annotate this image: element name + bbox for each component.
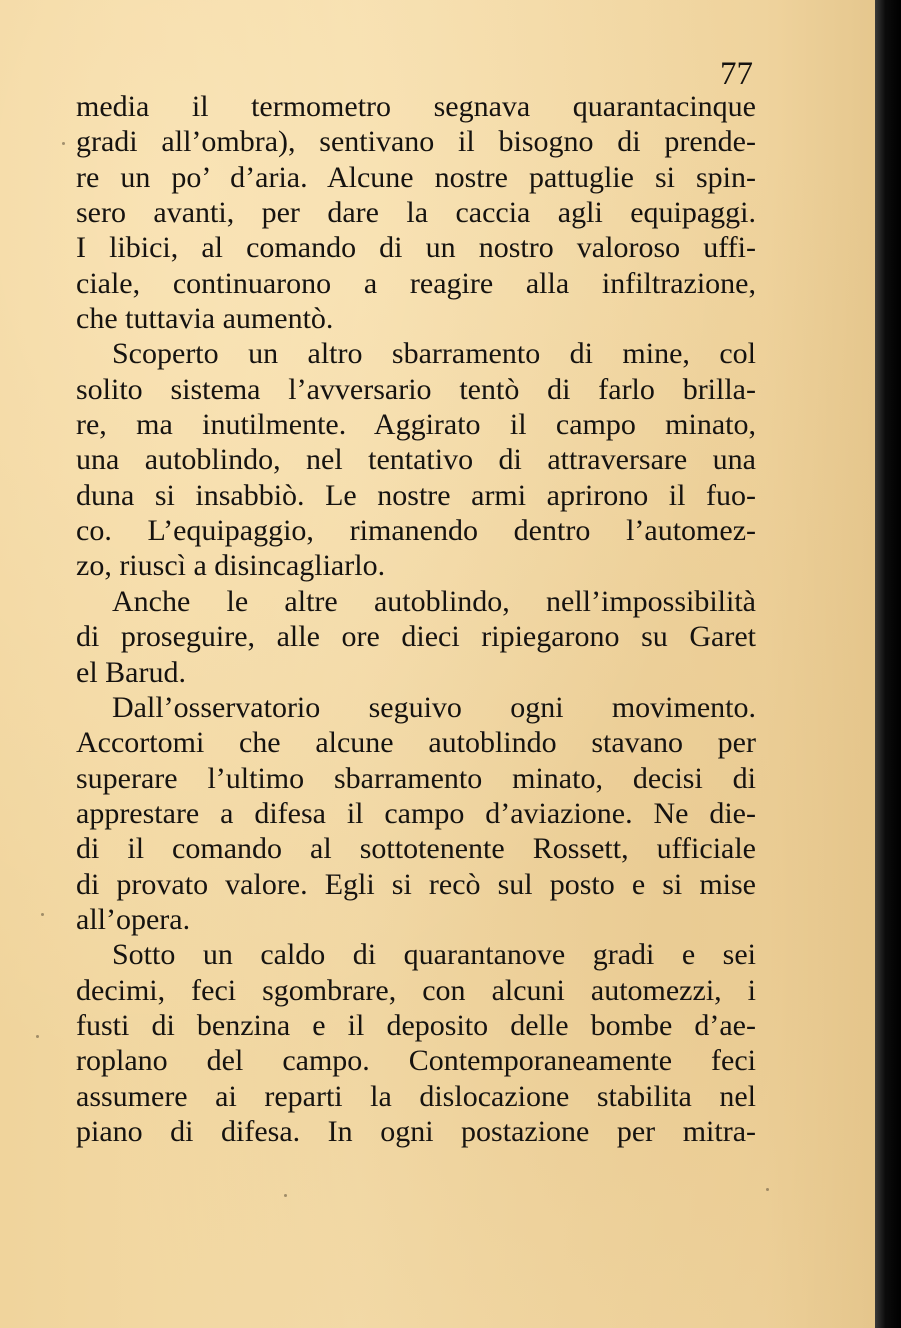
paper-speck [62, 142, 65, 145]
text-line: roplano del campo. Contemporaneamente feci [76, 1044, 756, 1078]
text-line: fusti di benzina e il deposito delle bombe d’ae- [76, 1008, 756, 1042]
text-line: apprestare a difesa il campo d’aviazione. Ne die- [76, 796, 756, 830]
text-line: zo, riuscì a disincagliarlo. [76, 549, 386, 583]
paper-speck [284, 1194, 287, 1197]
paper-speck [41, 913, 44, 916]
text-line: decimi, feci sgombrare, con alcuni automezzi, i [76, 973, 756, 1007]
book-spine-shadow [875, 0, 901, 1328]
text-line: co. L’equipaggio, rimanendo dentro l’automez- [76, 514, 756, 548]
text-line: assumere ai reparti la dislocazione stabilita nel [76, 1079, 756, 1113]
text-line: re, ma inutilmente. Aggirato il campo minato, [76, 408, 756, 442]
text-line: all’opera. [76, 902, 191, 936]
paper-speck [766, 1188, 769, 1191]
text-line: superare l’ultimo sbarramento minato, decisi di [76, 761, 756, 795]
text-line: media il termometro segnava quarantacinque [76, 90, 756, 123]
text-line: sero avanti, per dare la caccia agli equipaggi. [76, 196, 756, 230]
text-line: solito sistema l’avversario tentò di farlo brilla- [76, 372, 756, 406]
text-line: I libici, al comando di un nostro valoroso uffi- [76, 231, 756, 265]
text-line: el Barud. [76, 655, 186, 689]
text-line: ciale, continuarono a reagire alla infiltrazione, [76, 266, 756, 300]
text-line: re un po’ d’aria. Alcune nostre pattuglie si spin- [76, 160, 756, 194]
text-line: duna si insabbiò. Le nostre armi aprirono il fuo- [76, 478, 756, 512]
text-line: di il comando al sottotenente Rossett, ufficiale [76, 832, 756, 866]
text-line: di provato valore. Egli si recò sul posto e si mise [76, 867, 756, 901]
text-line: di proseguire, alle ore dieci ripiegarono su Garet [76, 620, 756, 654]
text-line: Accortomi che alcune autoblindo stavano per [76, 726, 756, 760]
text-line: Dall’osservatorio seguivo ogni movimento. [112, 690, 756, 724]
text-line: gradi all’ombra), sentivano il bisogno di prende- [76, 125, 756, 159]
text-line: Anche le altre autoblindo, nell’impossibilità [112, 584, 756, 618]
text-line: una autoblindo, nel tentativo di attraversare una [76, 443, 756, 477]
page-number: 77 [720, 56, 753, 92]
body-text [76, 89, 756, 1149]
text-line: Scoperto un altro sbarramento di mine, col [112, 337, 756, 371]
text-line: piano di difesa. In ogni postazione per mitra- [76, 1114, 756, 1148]
paper-speck [36, 1035, 39, 1038]
text-line: che tuttavia aumentò. [76, 302, 334, 336]
text-line: Sotto un caldo di quarantanove gradi e sei [112, 938, 756, 972]
